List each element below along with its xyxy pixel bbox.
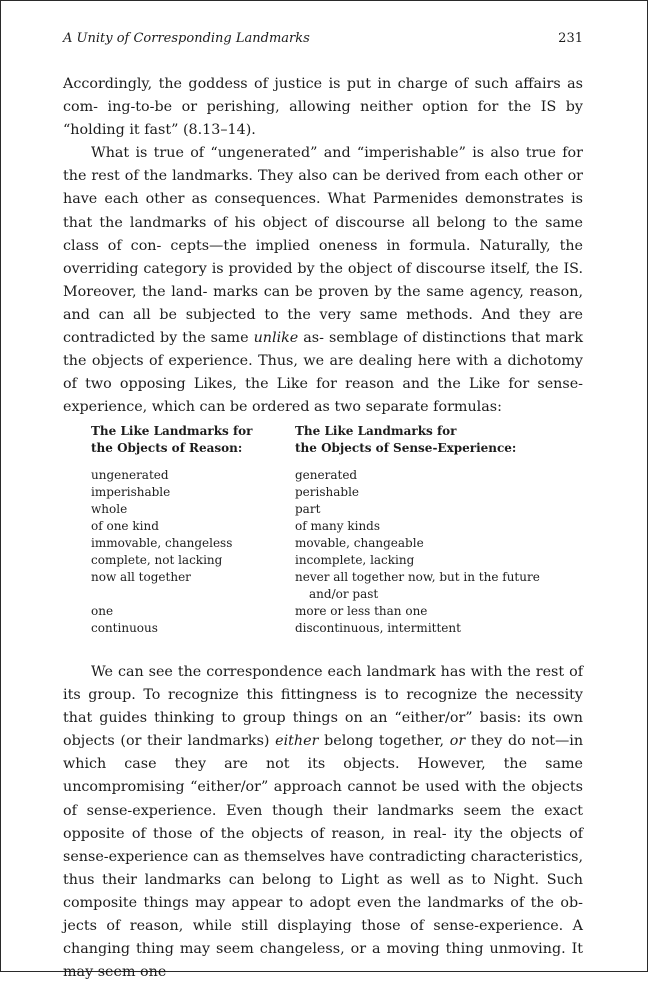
text-line: marks can be proven by the same agency, reason, and can all be subjected — [63, 283, 583, 323]
paragraph-landmarks — [63, 142, 583, 419]
text-line: ing-to-be or perishing, allowing neither option for the IS by “holding it fast” — [63, 99, 583, 139]
sense-landmark-cell — [295, 603, 561, 620]
reason-landmark: complete, not lacking — [91, 553, 223, 567]
text-line: semblage of distinctions that mark the objects of experience. Thus, we are — [63, 330, 584, 370]
heading-line: The Like Landmarks for — [91, 424, 253, 438]
sense-landmark: perishable — [295, 485, 360, 499]
comparison-row — [91, 620, 561, 637]
text-line: is provided by the object of discourse itself, the IS. Moreover, the land- — [63, 260, 584, 300]
paragraph-goddess-of-justice — [63, 73, 583, 142]
reason-landmark: continuous — [91, 621, 158, 635]
sense-landmark-cell — [295, 501, 561, 518]
text-line: landmarks seem the exact opposite of those of the objects of reason, in real- — [63, 802, 583, 842]
text-line: landmarks) — [187, 733, 270, 750]
text-line: jects of reason, while still displaying those of sense-experience. A changing — [63, 918, 583, 958]
text-line: they do not—in which case they are — [63, 733, 584, 773]
sense-landmark: of many kinds — [295, 519, 381, 533]
text-line: What is true of “ungenerated” and “imperishable” is also true for the — [63, 145, 583, 185]
sense-landmark: discontinuous, intermittent — [295, 621, 461, 635]
comparison-row — [91, 552, 561, 569]
paragraph-correspondence — [63, 661, 583, 984]
reason-landmark: whole — [91, 502, 128, 516]
reason-landmark: imperishable — [91, 485, 171, 499]
heading-line: The Like Landmarks for — [295, 424, 457, 438]
text-line: rest of the landmarks. They also can be derived from each other or have — [63, 168, 584, 208]
page-number: 231 — [558, 31, 583, 46]
comparison-row — [91, 603, 561, 620]
sense-landmark-cell — [295, 467, 561, 484]
sense-landmark-cell — [295, 484, 561, 501]
emphasis-or: or — [449, 733, 466, 750]
sense-column-heading — [295, 423, 516, 457]
sense-landmark-continuation: and/or past — [309, 587, 379, 601]
reason-column-heading — [91, 423, 252, 457]
text-line: not its objects. However, the same uncompromising “either/or” approach — [63, 756, 583, 796]
emphasis-either: either — [275, 733, 319, 750]
reason-landmark: ungenerated — [91, 468, 169, 482]
text-line: Accordingly, the goddess of justice is put in charge of such affairs as com- — [63, 76, 583, 116]
text-line: dealing here with a dichotomy of two opposing Likes, the Like for reason — [63, 353, 583, 393]
sense-landmark-cell — [295, 518, 561, 535]
comparison-row — [91, 535, 561, 552]
heading-line: the Objects of Sense-Experience: — [295, 441, 517, 455]
sense-landmark: generated — [295, 468, 358, 482]
text-line: (8.13–14). — [182, 122, 256, 139]
reason-landmark: now all together — [91, 570, 191, 584]
sense-landmark: never all together now, but in the future — [295, 570, 540, 584]
text-line: formulas: — [433, 399, 502, 416]
running-head — [63, 31, 583, 51]
sense-landmark: movable, changeable — [295, 536, 424, 550]
text-line: cepts—the implied oneness in formula. Naturally, the overriding category — [63, 237, 584, 277]
sense-landmark-cell — [295, 620, 561, 637]
reason-landmark: immovable, changeless — [91, 536, 233, 550]
comparison-row — [91, 518, 561, 535]
text-line: Such composite things may appear to adopt even the landmarks of the ob- — [63, 871, 583, 911]
text-line: thinking to group things on an “either/or” basis: its own objects (or their — [63, 710, 583, 750]
sense-landmark: incomplete, lacking — [295, 553, 415, 567]
sense-landmark: part — [295, 502, 321, 516]
text-line: We can see the correspondence each landmark has with the rest of its — [63, 664, 583, 704]
comparison-row — [91, 484, 561, 501]
text-line: belong together, — [324, 733, 445, 750]
text-line: ity the objects of sense-experience can as themselves have contradicting — [63, 825, 583, 865]
comparison-row — [91, 569, 561, 603]
sense-landmark: more or less than one — [295, 604, 428, 618]
comparison-row — [91, 501, 561, 518]
text-line: and the Like for sense-experience, which can be ordered as two separate — [63, 376, 583, 416]
running-title: A Unity of Corresponding Landmarks — [63, 31, 310, 46]
heading-line: the Objects of Reason: — [91, 441, 243, 455]
text-line: cannot be used with the objects of sense-experience. Even though their — [63, 779, 583, 819]
comparison-rows — [91, 467, 561, 637]
reason-landmark: of one kind — [91, 519, 159, 533]
body-text-upper — [63, 73, 583, 419]
reason-landmark: one — [91, 604, 114, 618]
comparison-row — [91, 467, 561, 484]
emphasis-unlike: unlike — [253, 330, 299, 347]
text-line: thing may seem changeless, or a moving thing unmoving. It may seem one — [63, 941, 584, 981]
sense-landmark-cell — [295, 552, 561, 569]
text-line: to the very same methods. And they are contradicted by the same — [63, 306, 583, 347]
text-line: landmarks of his object of discourse all belong to the same class of con- — [63, 214, 583, 254]
text-line: group. To recognize this fittingness is to recognize the necessity that guides — [63, 687, 583, 727]
text-line: as- — [303, 330, 324, 347]
sense-landmark-cell — [295, 569, 561, 603]
body-text-lower — [63, 661, 583, 984]
sense-landmark-cell — [295, 535, 561, 552]
text-line: each other as consequences. What Parmenides demonstrates is that the — [63, 191, 584, 231]
text-line: characteristics, thus their landmarks can belong to Light as well as to Night. — [63, 848, 583, 888]
